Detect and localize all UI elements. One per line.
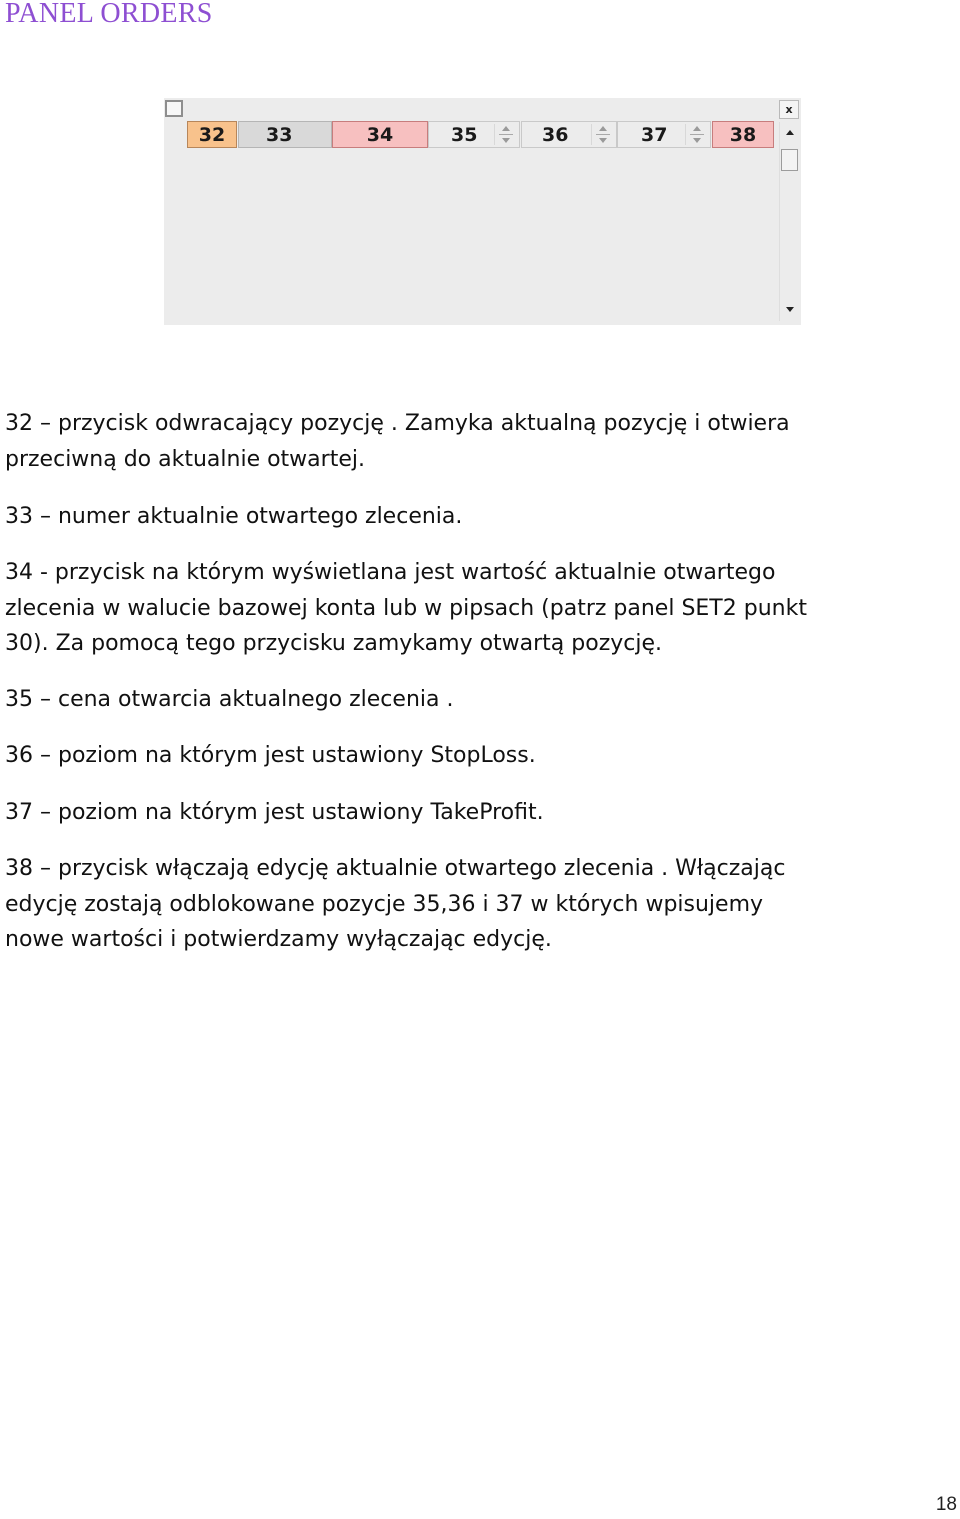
reverse-position-button[interactable]: 32 [187,121,237,148]
description-38 [5,851,785,958]
spin-divider [499,134,513,135]
panel-orders-screenshot [164,98,801,325]
spin-up-icon[interactable] [502,126,510,131]
edit-order-button[interactable]: 38 [712,121,774,148]
line: 30). Za pomocą tego przycisku zamykamy otwartą pozycję. [5,631,663,656]
line: zlecenia w walucie bazowej konta lub w pipsach (patrz panel SET2 punkt [5,595,807,621]
scroll-up-icon[interactable] [786,130,794,135]
line: 33 – numer aktualnie otwartego zlecenia. [5,504,463,529]
line: 37 – poziom na którym jest ustawiony TakeProfit. [5,800,544,825]
page-heading: PANEL ORDERS [5,0,213,29]
open-price-spinner[interactable] [494,124,517,145]
page-number: 18 [935,1494,957,1515]
description-35 [5,682,453,718]
line: 36 – poziom na którym jest ustawiony StopLoss. [5,743,536,768]
stop-loss-value: 36 [542,123,569,146]
description-32 [5,406,790,477]
description-34 [5,555,807,662]
take-profit-spinner[interactable] [685,124,708,145]
stop-loss-spinner[interactable] [591,124,614,145]
spin-divider [596,134,610,135]
spin-down-icon[interactable] [693,138,701,143]
spin-divider [690,134,704,135]
order-number-field: 33 [238,121,332,148]
minimize-checkbox[interactable] [165,100,183,117]
description-36 [5,738,536,774]
line: nowe wartości i potwierdzamy wyłączając edycję. [5,927,552,952]
vertical-scrollbar[interactable] [779,122,800,321]
line: 38 – przycisk włączają edycję aktualnie otwartego zlecenia . Włączając [5,856,786,881]
open-price-field[interactable] [428,121,520,148]
spin-up-icon[interactable] [693,126,701,131]
spin-down-icon[interactable] [599,138,607,143]
line: 35 – cena otwarcia aktualnego zlecenia . [5,687,454,712]
close-icon[interactable]: x [779,100,799,119]
stop-loss-field[interactable] [521,121,617,148]
close-position-button[interactable]: 34 [332,121,428,148]
spin-down-icon[interactable] [502,138,510,143]
line: 34 - przycisk na którym wyświetlana jest wartość aktualnie otwartego [5,560,776,585]
spin-up-icon[interactable] [599,126,607,131]
scroll-thumb[interactable] [781,149,798,171]
description-37 [5,795,544,831]
take-profit-field[interactable] [617,121,711,148]
open-price-value: 35 [451,123,478,146]
take-profit-value: 37 [641,123,668,146]
description-33 [5,499,462,535]
line: edycję zostają odblokowane pozycje 35,36 i 37 w których wpisujemy [5,891,764,917]
scroll-down-icon[interactable] [786,307,794,312]
line: przeciwną do aktualnie otwartej. [5,446,365,472]
line: 32 – przycisk odwracający pozycję . Zamyka aktualną pozycję i otwiera [5,411,790,436]
